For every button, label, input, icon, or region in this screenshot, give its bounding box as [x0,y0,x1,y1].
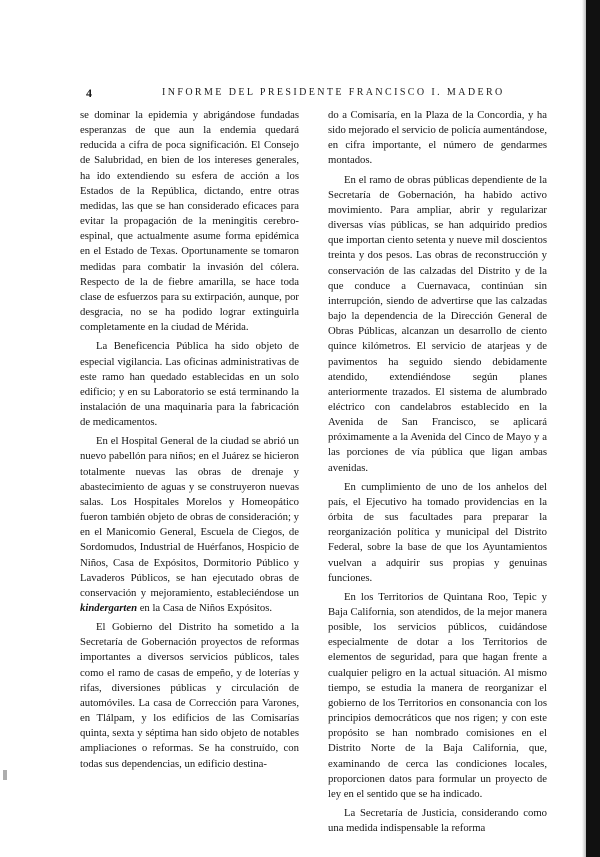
right-column [328,108,547,836]
left-column [80,108,299,772]
scan-shadow [582,0,586,857]
paragraph [80,434,299,616]
paragraph: La Beneficencia Pública ha sido objeto de especial vigilancia. Las oficinas administrativas de este ramo han quedado establecidas en un solo edificio; y en su Laboratorio se está terminando la instalación de una maquinaria para la fabricación de medicamentos. [80,340,299,429]
scan-border [586,0,600,857]
paragraph-text: En el Hospital General de la ciudad se abrió un nuevo pabellón para niños; en el Juárez se hicieron totalmente nuevas las obras de drenaje y abastecimiento de aguas y se construyeron nuevas salas. Los Hospitales Morelos y Homeopático fueron también objeto de obras de consideración; y en el Manicomio General, Escuela de Ciegos, de Sordomudos, Industrial de Huérfanos, Hospicio de Niños, Casa de Expósitos, Dormitorio Público y Lavaderos Públicos, se han ejecutado obras de conservación y mejoramiento, estableciéndose un [80,435,299,599]
paragraph: El Gobierno del Distrito ha sometido a la Secretaría de Gobernación proyectos de reformas importantes a diversos servicios públicos, tales como el ramo de casas de empeño, y de loterías y rifas, diversiones públicas y circulación de automóviles. La casa de Corrección para Varones, en Tlálpam, y los edificios de las Comisarías quinta, sexta y séptima han sido objeto de notables ampliaciones o reformas. Se ha construído, con todas sus dependencias, un edificio destina- [80,621,299,770]
page-header [86,86,546,100]
paragraph: En el ramo de obras públicas dependiente de la Secretaría de Gobernación, ha habido activo movimiento. Para ampliar, abrir y regularizar diversas vías públicas, se han adquirido predios que importan ciento setenta y nueve mil doscientos treinta y dos pesos. Las obras de reconstrucción y conservación de las calzadas del Distrito y de la que conduce a Cuernavaca, continúan sin interrupción, siendo de advertirse que las calzadas bajo la dependencia de la Dirección General de Obras Públicas, alcanzan un desarrollo de ciento quince kilómetros. El servicio de atarjeas y de pavimentos ha seguido siendo debidamente atendido, extendiéndose según planes anteriormente trazados. El sistema de alumbrado eléctrico con candelabros establecido en la Avenida de San Francisco, se aplicará próximamente a la Avenida del Cinco de Mayo y a las porciones de vía pública que ligan ambas avenidas. [328,173,547,474]
paragraph: do a Comisaría, en la Plaza de la Concordia, y ha sido mejorado el servicio de policía aumentándose, en cifra importante, el número de gendarmes montados. [328,109,547,167]
paragraph: La Secretaría de Justicia, considerando como una medida indispensable la reforma [328,807,547,835]
running-title: INFORME DEL PRESIDENTE FRANCISCO I. MADERO [162,87,505,98]
paragraph: se dominar la epidemia y abrigándose fundadas esperanzas de que aun la endemia quedará reducida a cifra de poca significación. El Consejo de Salubridad, en bien de los intereses generales, ha ido extendiendo su esfera de acción a los Estados de la República, dictando, entre otras medidas, las que se han considerado eficaces para evitar la propagación de la meningitis cerebro-espinal, que actualmente asume forma epidémica en el Estado de Texas. Oportunamente se tomaron medidas para combatir la invasión del cólera. Respecto de la de fiebre amarilla, se hace toda clase de esfuerzos para su extirpación, aunque, por desgracia, no se ha podido lograr extinguirla completamente en la ciudad de Mérida. [80,109,299,334]
scan-mark [3,770,7,780]
paragraph: En cumplimiento de uno de los anhelos del país, el Ejecutivo ha tomado providencias en la órbita de sus facultades para preparar la reorganización política y municipal del Distrito Federal, sobre la base de que los Ayuntamientos vuelvan a adquirir sus propias y genuinas funciones. [328,480,547,584]
paragraph-text: en la Casa de Niños Expósitos. [139,602,273,614]
page-number: 4 [86,86,92,100]
paragraph: En los Territorios de Quintana Roo, Tepic y Baja California, son atendidos, de la mejor manera posible, los servicios públicos, cuidándose especialmente de dotar a los Territorios de elementos de seguridad, para que hagan frente a cualquier peligro en la actual situación. Al mismo tiempo, se estudia la manera de reorganizar el gobierno de los Territorios en consonancia con los principios democráticos que nos rigen; y con este propósito se han nombrado comisiones en el Distrito Norte de la Baja California, que, examinando de cerca las condiciones locales, proporcionen datos para formular un proyecto de ley en el sentido que se ha indicado. [328,590,547,800]
emphasized-term: kindergarten [80,602,138,614]
